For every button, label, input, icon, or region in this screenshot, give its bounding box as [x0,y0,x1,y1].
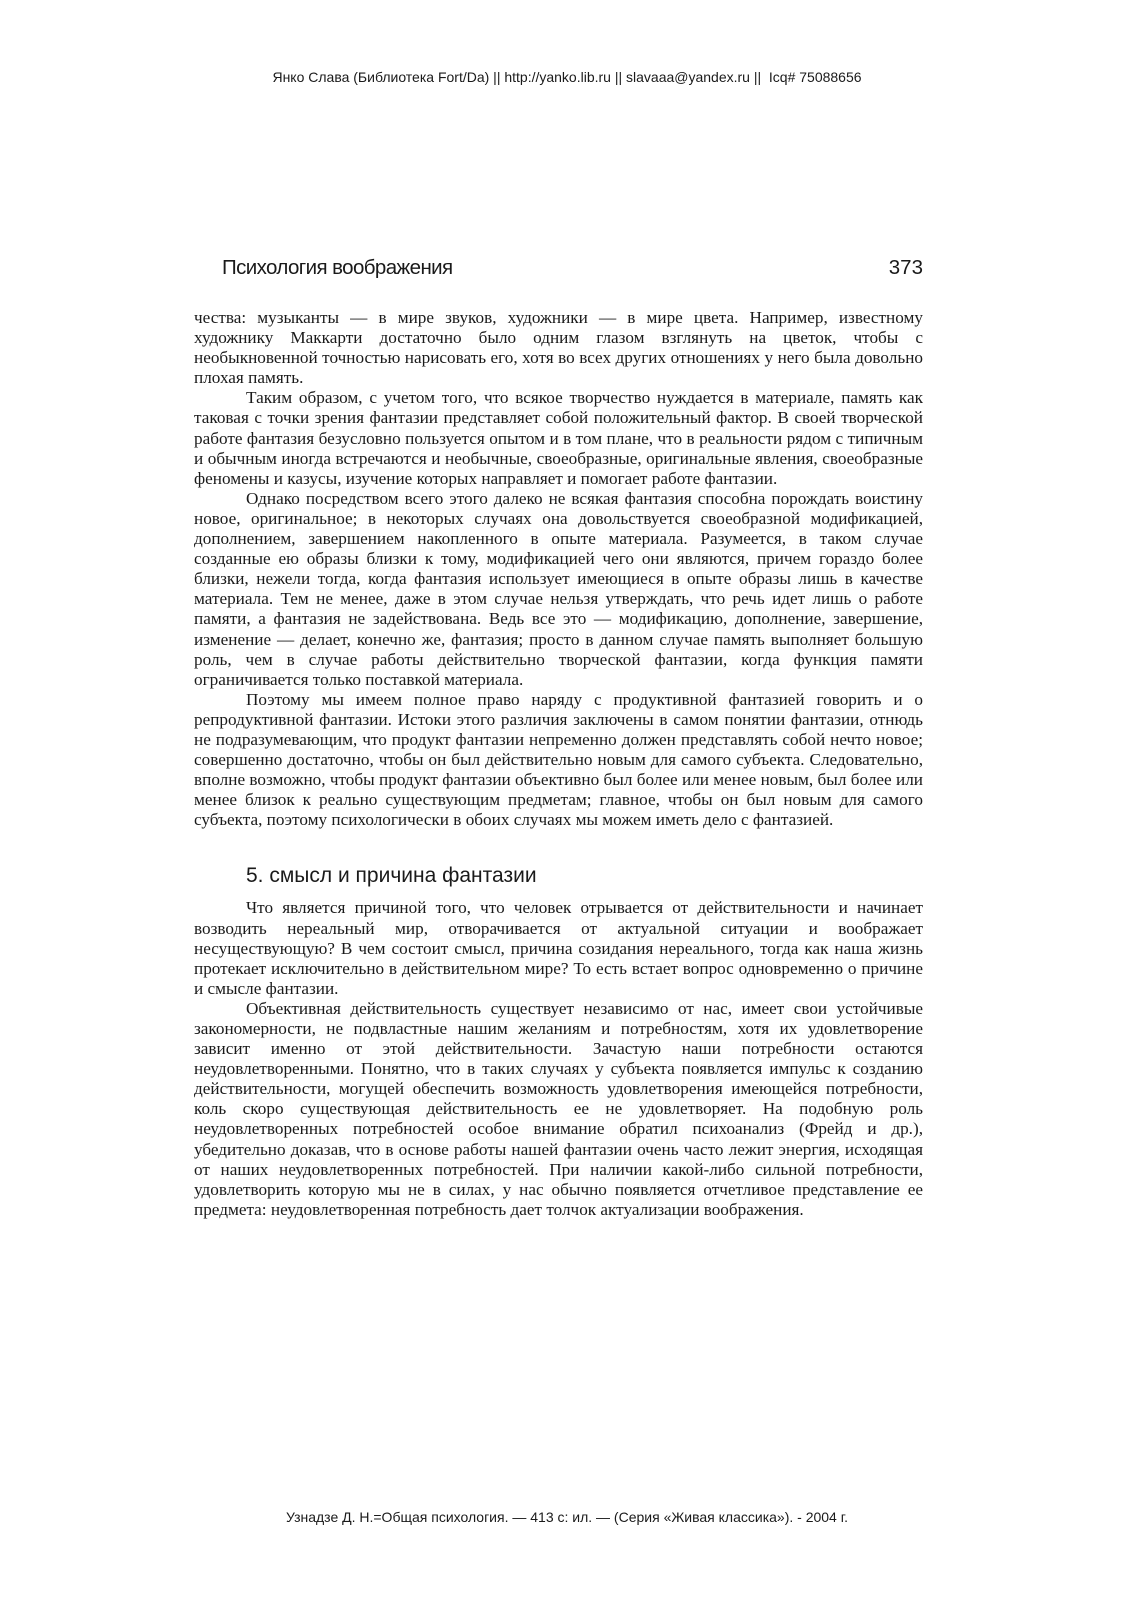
paragraph: Поэтому мы имеем полное право наряду с продуктивной фантазией говорить и о репродуктивной фантазии. Истоки этого различия заключены в самом понятии фантазии, отнюдь не подразумевающим, что продукт фантазии непременно должен представлять собой нечто новое; совершенно достаточно, чтобы он был действительно новым для самого субъекта. Следовательно, вполне возможно, чтобы продукт фантазии объективно был более или менее новым, был более или менее близок к реально существующим предметам; главное, чтобы он был новым для самого субъекта, поэтому психологически в обоих случаях мы можем иметь дело с фантазией. [194,689,923,830]
paragraph: Что является причиной того, что человек отрывается от действительности и начинает возводить нереальный мир, отворачивается от актуальной ситуации и воображает несуществующую? В чем состоит смысл, причина созидания нереального, тогда как наша жизнь протекает исключительно в действительном мире? То есть встает вопрос одновременно о причине и смысле фантазии. [194,898,923,998]
section-heading: 5. смысл и причина фантазии [246,864,537,888]
paragraph-continued: чества: музыканты — в мире звуков, художники — в мире цвета. Например, известному художнику Маккарти достаточно было одним глазом взглянуть на цветок, чтобы с необыкновенной точностью нарисовать его, хотя во всех других отношениях у него была довольно плохая память. [194,308,923,388]
running-head-title: Психология воображения [222,256,453,279]
page-number: 373 [888,256,923,279]
body-text [194,308,923,1220]
header-banner: Янко Слава (Библиотека Fort/Da) || http://yanko.lib.ru || slavaaa@yandex.ru || Icq# 75088656 [272,69,862,85]
running-head [222,256,923,286]
paragraph: Таким образом, с учетом того, что всякое творчество нуждается в материале, память как таковая с точки зрения фантазии представляет собой положительный фактор. В своей творческой работе фантазия безусловно пользуется опытом и в том плане, что в реальности рядом с типичным и обычным иногда встречаются и необычные, своеобразные, оригинальные явления, своеобразные феномены и казусы, изучение которых направляет и помогает работе фантазии. [194,388,923,488]
paragraph: Однако посредством всего этого далеко не всякая фантазия способна порождать воистину новое, оригинальное; в некоторых случаях она довольствуется своеобразной модификацией, дополнением, завершением накопленного в опыте материала. Разумеется, в таком случае созданные ею образы близки к тому, модификацией чего они являются, причем гораздо более близки, нежели тогда, когда фантазия использует имеющиеся в опыте образы лишь в качестве материала. Тем не менее, даже в этом случае нельзя утверждать, что речь идет лишь о работе памяти, а фантазия не задействована. Ведь все это — модификацию, дополнение, завершение, изменение — делает, конечно же, фантазия; просто в данном случае память выполняет большую роль, чем в случае работы действительно творческой фантазии, когда функция памяти ограничивается только поставкой материала. [194,488,923,689]
footer-citation: Узнадзе Д. Н.=Общая психология. — 413 с: ил. — (Серия «Живая классика»). - 2004 г. [285,1509,849,1525]
paragraph: Объективная действительность существует независимо от нас, имеет свои устойчивые закономерности, не подвластные нашим желаниям и потребностям, хотя их удовлетворение зависит именно от этой действительности. Зачастую наши потребности остаются неудовлетворенными. Понятно, что в таких случаях у субъекта появляется импульс к созданию действительности, могущей обеспечить возможность удовлетворения имеющейся потребности, коль скоро существующая действительность ее не удовлетворяет. На подобную роль неудовлетворенных потребностей особое внимание обратил психоанализ (Фрейд и др.), убедительно доказав, что в основе работы нашей фантазии очень часто лежит энергия, исходящая от наших неудовлетворенных потребностей. При наличии какой-либо сильной потребности, удовлетворить которую мы не в силах, у нас обычно появляется отчетливое представление ее предмета: неудовлетворенная потребность дает толчок актуализации воображения. [194,998,923,1219]
